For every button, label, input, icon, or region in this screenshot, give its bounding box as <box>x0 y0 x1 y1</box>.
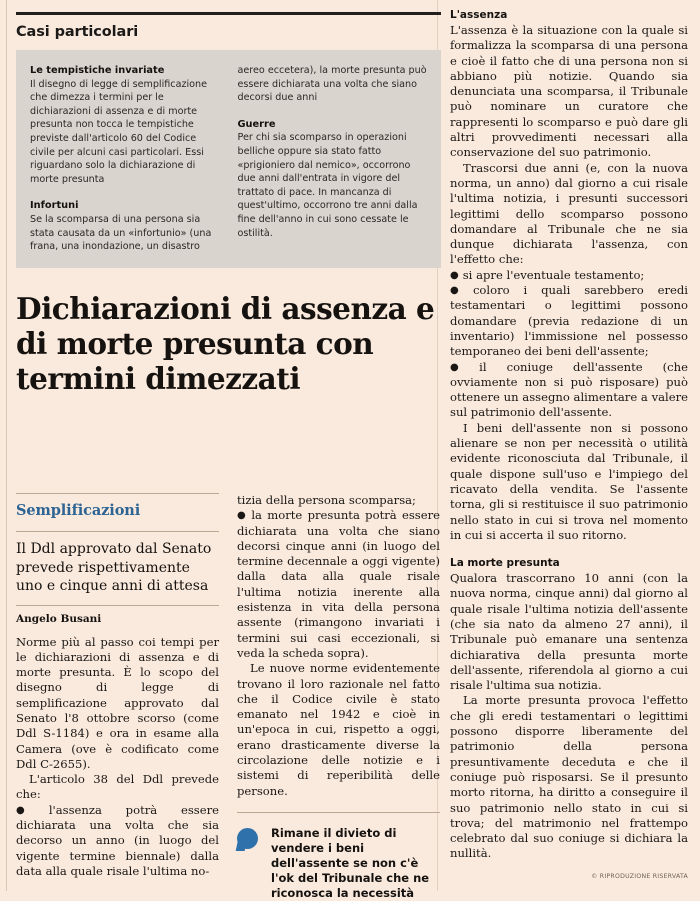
factbox-item-text: Se la scomparsa di una persona sia stata causata da un «infortunio» (una frana, una inondazione, un disastro aereo eccetera), la morte presunta può essere dichiarata una volta che siano decorsi due anni <box>30 65 427 253</box>
bullet-icon: ● <box>450 285 469 297</box>
paragraph: L'assenza è la situazione con la quale si formalizza la scomparsa di una persona e cioè il fatto che di una persona non si abbiano più notizie. Quando sia denunciata una scomparsa, il Tribunale può nominare un curatore che rappresenti lo scomparso e può dare gli altri provvedimenti necessari alla conservazione del suo patrimonio. <box>450 23 688 160</box>
paragraph: I beni dell'assente non si possono alienare se non per necessità o utilità evidente riconosciuta dal Tribunale, il quale dispone sull'uso e l'impiego del ricavato della vendita. Se l'assente torna, gli si restituisce il suo patrimonio nello stato in cui si trova nel momento in cui si accerta il suo ritorno. <box>450 420 688 542</box>
factbox-top-rule <box>16 12 441 15</box>
sidebar-section-assenza <box>450 8 688 543</box>
kicker-top-rule <box>16 493 219 494</box>
paragraph-text: coloro i quali sarebbero eredi testamentari o legittimi possono domandare (previa redazione di un inventario) l'immissione nel possesso temporaneo dei beni dell'assente; <box>450 283 688 359</box>
article-column-right <box>237 493 440 901</box>
pullquote-top-rule <box>237 812 440 813</box>
factbox-item-heading: Le tempistiche invariate <box>30 65 165 76</box>
pullquote-text: Rimane il divieto di vendere i beni dell'assente se non c'è l'ok del Tribunale che ne riconosca la necessità <box>271 825 430 900</box>
sidebar-section-morte-presunta <box>450 556 688 862</box>
pullquote-block <box>237 812 440 901</box>
section-kicker: Semplificazioni <box>16 502 141 519</box>
standfirst-top-rule <box>16 531 219 532</box>
sidebar-section-heading: L'assenza <box>450 9 508 21</box>
factbox-item-text: Per chi sia scomparso in operazioni belliche oppure sia stato fatto «prigioniero dal nemico», occorrono due anni dall'entrata in vigore del trattato di pace. In mancanza di quest'ultimo, occorrono tre anni dalla fine dell'anno in cui sono cessate le ostilità. <box>237 132 418 239</box>
byline-top-rule <box>16 605 219 606</box>
paragraph-bullet <box>450 283 688 359</box>
article-column-left <box>16 493 219 901</box>
copyright-notice: © RIPRODUZIONE RISERVATA <box>591 872 688 880</box>
sidebar-section-heading: La morte presunta <box>450 557 560 570</box>
paragraph-bullet <box>16 803 219 879</box>
paragraph: Norme più al passo coi tempi per le dichiarazioni di assenza e di morte presunta. È lo scopo del disegno di legge di semplificazione approvato dal Senato l'8 ottobre scorso (come Ddl S-1184) e ora in esame alla Camera (ove è codificato come Ddl C-2655). <box>16 634 219 771</box>
main-article-block <box>16 0 441 396</box>
article-body-right <box>237 493 440 799</box>
quote-mark-icon <box>237 828 259 854</box>
bullet-icon: ● <box>16 804 45 816</box>
standfirst: Il Ddl approvato dal Senato prevede rispettivamente uno e cinque anni di attesa <box>16 541 212 594</box>
paragraph: tizia della persona scomparsa; <box>237 493 416 507</box>
paragraph-text: la morte presunta potrà essere dichiarata una volta che siano decorsi cinque anni (in luogo del termine decennale a oggi vigente) dalla data alla quale risale l'ultima notizia inerente alla esistenza in vita della persona assente (rimangono invariati i termini sui casi eccezionali, si veda la scheda sopra). <box>237 508 440 660</box>
paragraph-bullet <box>450 268 688 283</box>
article-columns <box>16 493 441 901</box>
paragraph: L'articolo 38 del Ddl prevede che: <box>16 772 219 802</box>
bullet-icon: ● <box>450 361 476 373</box>
left-margin-rule <box>6 0 7 891</box>
pullquote <box>237 826 440 901</box>
factbox-item-heading: Infortuni <box>30 200 79 212</box>
paragraph-text: il coniuge dell'assente (che ovviamente non si può risposare) può ottenere un assegno alimentare a valere sul patrimonio dell'assente. <box>450 359 688 420</box>
paragraph: Qualora trascorrano 10 anni (con la nuova norma, cinque anni) dal giorno al quale risale l'ultima notizia dell'assente (che sia nato da almeno 27 anni), il Tribunale può emanare una sentenza dichiarativa della presunta morte dell'assente, riferendola al giorno a cui risale l'ultima sua notizia. <box>450 571 688 693</box>
paragraph-text: l'assenza potrà essere dichiarata una volta che sia decorso un anno (in luogo del vigente termine biennale) dalla data alla quale risale l'ultima no- <box>16 802 219 878</box>
sidebar-column <box>450 8 688 880</box>
paragraph-bullet <box>237 508 440 661</box>
bullet-icon: ● <box>450 269 459 281</box>
factbox-body <box>16 50 441 268</box>
page-title: Dichiarazioni di assenza e di morte presunta con termini dimezzati <box>16 290 435 396</box>
factbox-item-text: Il disegno di legge di semplificazione che dimezza i termini per le dichiarazioni di assenza e di morte presunta non tocca le tempistiche previste dall'articolo 60 del Codice civile per alcuni casi particolari. Essi riguardano solo la dichiarazione di morte presunta <box>30 78 208 185</box>
paragraph: Le nuove norme evidentemente trovano il loro razionale nel fatto che il Codice civile è stato emanato nel 1942 e cioè in un'epoca in cui, rispetto a oggi, erano drasticamente diverse la circolazione delle notizie e i sistemi di reperibilità delle persone. <box>237 661 440 798</box>
paragraph-bullet <box>450 360 688 421</box>
byline: Angelo Busani <box>16 612 102 625</box>
sidebar-section-gap <box>450 543 688 556</box>
paragraph-text: si apre l'eventuale testamento; <box>462 267 645 282</box>
paragraph: Trascorsi due anni (e, con la nuova norma, un anno) dal giorno a cui risale l'ultima notizia, i presunti successori legittimi dello scomparso possono domandare al Tribunale che ne sia dunque dichiarata l'assenza, con l'effetto che: <box>450 160 688 267</box>
factbox-item-heading: Guerre <box>237 118 276 130</box>
factbox-title: Casi particolari <box>16 24 139 40</box>
article-body-left <box>16 635 219 880</box>
paragraph: La morte presunta provoca l'effetto che gli eredi testamentari o legittimi possono disporre liberamente del patrimonio della persona presuntivamente deceduta e che il coniuge può risposarsi. Se il presunto morto ritorna, ha diritto a conseguire il suo patrimonio nello stato in cui si trova; del matrimonio nel frattempo celebrato dal suo coniuge si dichiara la nullità. <box>450 693 688 861</box>
bullet-icon: ● <box>237 510 248 522</box>
